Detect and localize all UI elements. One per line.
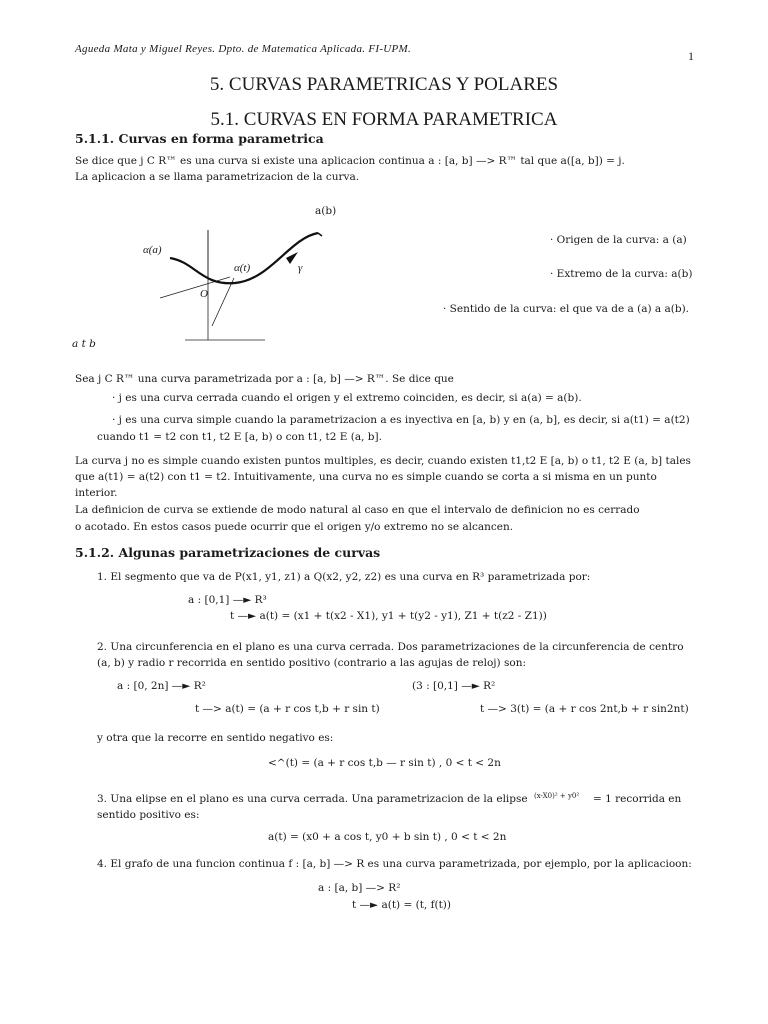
definition-line-2: La aplicacion a se llama parametrizacion de la curva. — [75, 171, 360, 183]
label-alpha-t: α(t) — [234, 262, 251, 274]
direction-arrow — [286, 252, 298, 264]
paragraph-extension-line-1: La definicion de curva se extiende de modo natural al caso en que el intervalo de definicion no es cerrado — [75, 504, 640, 516]
bullet-extremo: · Extremo de la curva: a(b) — [550, 268, 693, 280]
bullet-closed-curve: · j es una curva cerrada cuando el origen y el extremo coinciden, es decir, si a(a) = a(b). — [112, 392, 582, 404]
definition-line-1: Se dice que j C R™ es una curva si existe una aplicacion continua a : [a, b] —> R™ tal que a([a, b]) = j. — [75, 155, 625, 167]
bullet-simple-curve-line-1: · j es una curva simple cuando la parametrizacion a es inyectiva en [a, b) y en (a, b], es decir, si a(t1) = a(t2) — [112, 414, 690, 426]
item-4-graph: 4. El grafo de una funcion continua f : [a, b] —> R es una curva parametrizada, por ejemplo, por la aplicacioon: — [97, 858, 692, 870]
bullet-sentido: · Sentido de la curva: el que va de a (a) a a(b). — [443, 303, 690, 315]
label-origin: O — [200, 288, 208, 300]
curve-gamma — [170, 233, 318, 283]
parametric-curve-diagram — [140, 228, 340, 348]
item-2-line-2: (a, b) y radio r recorrida en sentido positivo (contrario a las agujas de reloj) son: — [97, 657, 526, 669]
item-2-negative-intro: y otra que la recorre en sentido negativo es: — [97, 732, 334, 744]
page-title: 5. CURVAS PARAMETRICAS Y POLARES — [209, 74, 559, 95]
item-3-formula: a(t) = (x0 + a cos t, y0 + b sin t) , 0 < t < 2n — [268, 831, 507, 843]
item-2-formula-negative: <^(t) = (a + r cos t,b — r sin t) , 0 < t < 2n — [268, 757, 501, 769]
curve-end-mark — [318, 233, 322, 236]
item-2-formula-b: t —> 3(t) = (a + r cos 2nt,b + r sin2nt) — [480, 703, 689, 715]
item-2-formula-a-map: a : [0, 2n] —► R² — [117, 680, 206, 692]
item-3-line-2: sentido positivo es: — [97, 809, 200, 821]
vector-origin-line — [160, 277, 230, 298]
label-alpha-a: α(a) — [143, 244, 162, 256]
heading-5-1-2: 5.1.2. Algunas parametrizaciones de curvas — [75, 545, 381, 560]
section-title: 5.1. CURVAS EN FORMA PARAMETRICA — [210, 109, 558, 130]
paragraph-multiple-points: La curva j no es simple cuando existen puntos multiples, es decir, cuando existen t1,t2 E [a, b) o t1, t2 E (a, b] tales que a(t1) = a(t2) con t1 = t2. Intuitivamente, una curva no es simple cuando se corta a si misma en un punto interior. — [75, 455, 691, 499]
heading-5-1-1: 5.1.1. Curvas en forma parametrica — [75, 131, 324, 146]
item-3-line-1: 3. Una elipse en el plano es una curva cerrada. Una parametrizacion de la elipse — [97, 793, 528, 805]
item-4-formula-map: a : [a, b] —> R² — [318, 882, 401, 894]
item-3-ellipse-fraction: (x-X0)² + y0² — [534, 792, 580, 800]
paragraph-extension-line-2: o acotado. En estos casos puede ocurrir que el origen y/o extremo no se alcancen. — [75, 521, 514, 533]
label-at-b: a t b — [72, 338, 96, 350]
label-gamma: γ — [298, 262, 303, 274]
item-2-formula-b-map: (3 : [0,1] —► R² — [412, 680, 496, 692]
item-1-segment: 1. El segmento que va de P(x1, y1, z1) a Q(x2, y2, z2) es una curva en R³ parametrizada por: — [97, 571, 591, 583]
definition-intro: Sea j C R™ una curva parametrizada por a : [a, b] —> R™. Se dice que — [75, 373, 454, 385]
item-3-equation-end: = 1 recorrida en — [593, 793, 682, 805]
page-number: 1 — [688, 49, 694, 63]
label-ab: a(b) — [315, 205, 337, 217]
item-1-formula-map: a : [0,1] —► R³ — [188, 594, 267, 606]
item-1-formula: t —► a(t) = (x1 + t(x2 - X1), y1 + t(y2 - y1), Z1 + t(z2 - Z1)) — [230, 610, 547, 622]
header-authors: Agueda Mata y Miguel Reyes. Dpto. de Matematica Aplicada. FI-UPM. — [75, 43, 412, 55]
item-4-formula: t —► a(t) = (t, f(t)) — [352, 899, 452, 911]
bullet-origin: · Origen de la curva: a (a) — [550, 234, 687, 246]
bullet-simple-curve-line-2: cuando t1 = t2 con t1, t2 E [a, b) o con t1, t2 E (a, b]. — [97, 431, 382, 443]
vector-alpha-t — [212, 278, 234, 326]
item-2-formula-a: t —> a(t) = (a + r cos t,b + r sin t) — [195, 703, 380, 715]
item-2-line-1: 2. Una circunferencia en el plano es una curva cerrada. Dos parametrizaciones de la circunferencia de centro — [97, 641, 684, 653]
